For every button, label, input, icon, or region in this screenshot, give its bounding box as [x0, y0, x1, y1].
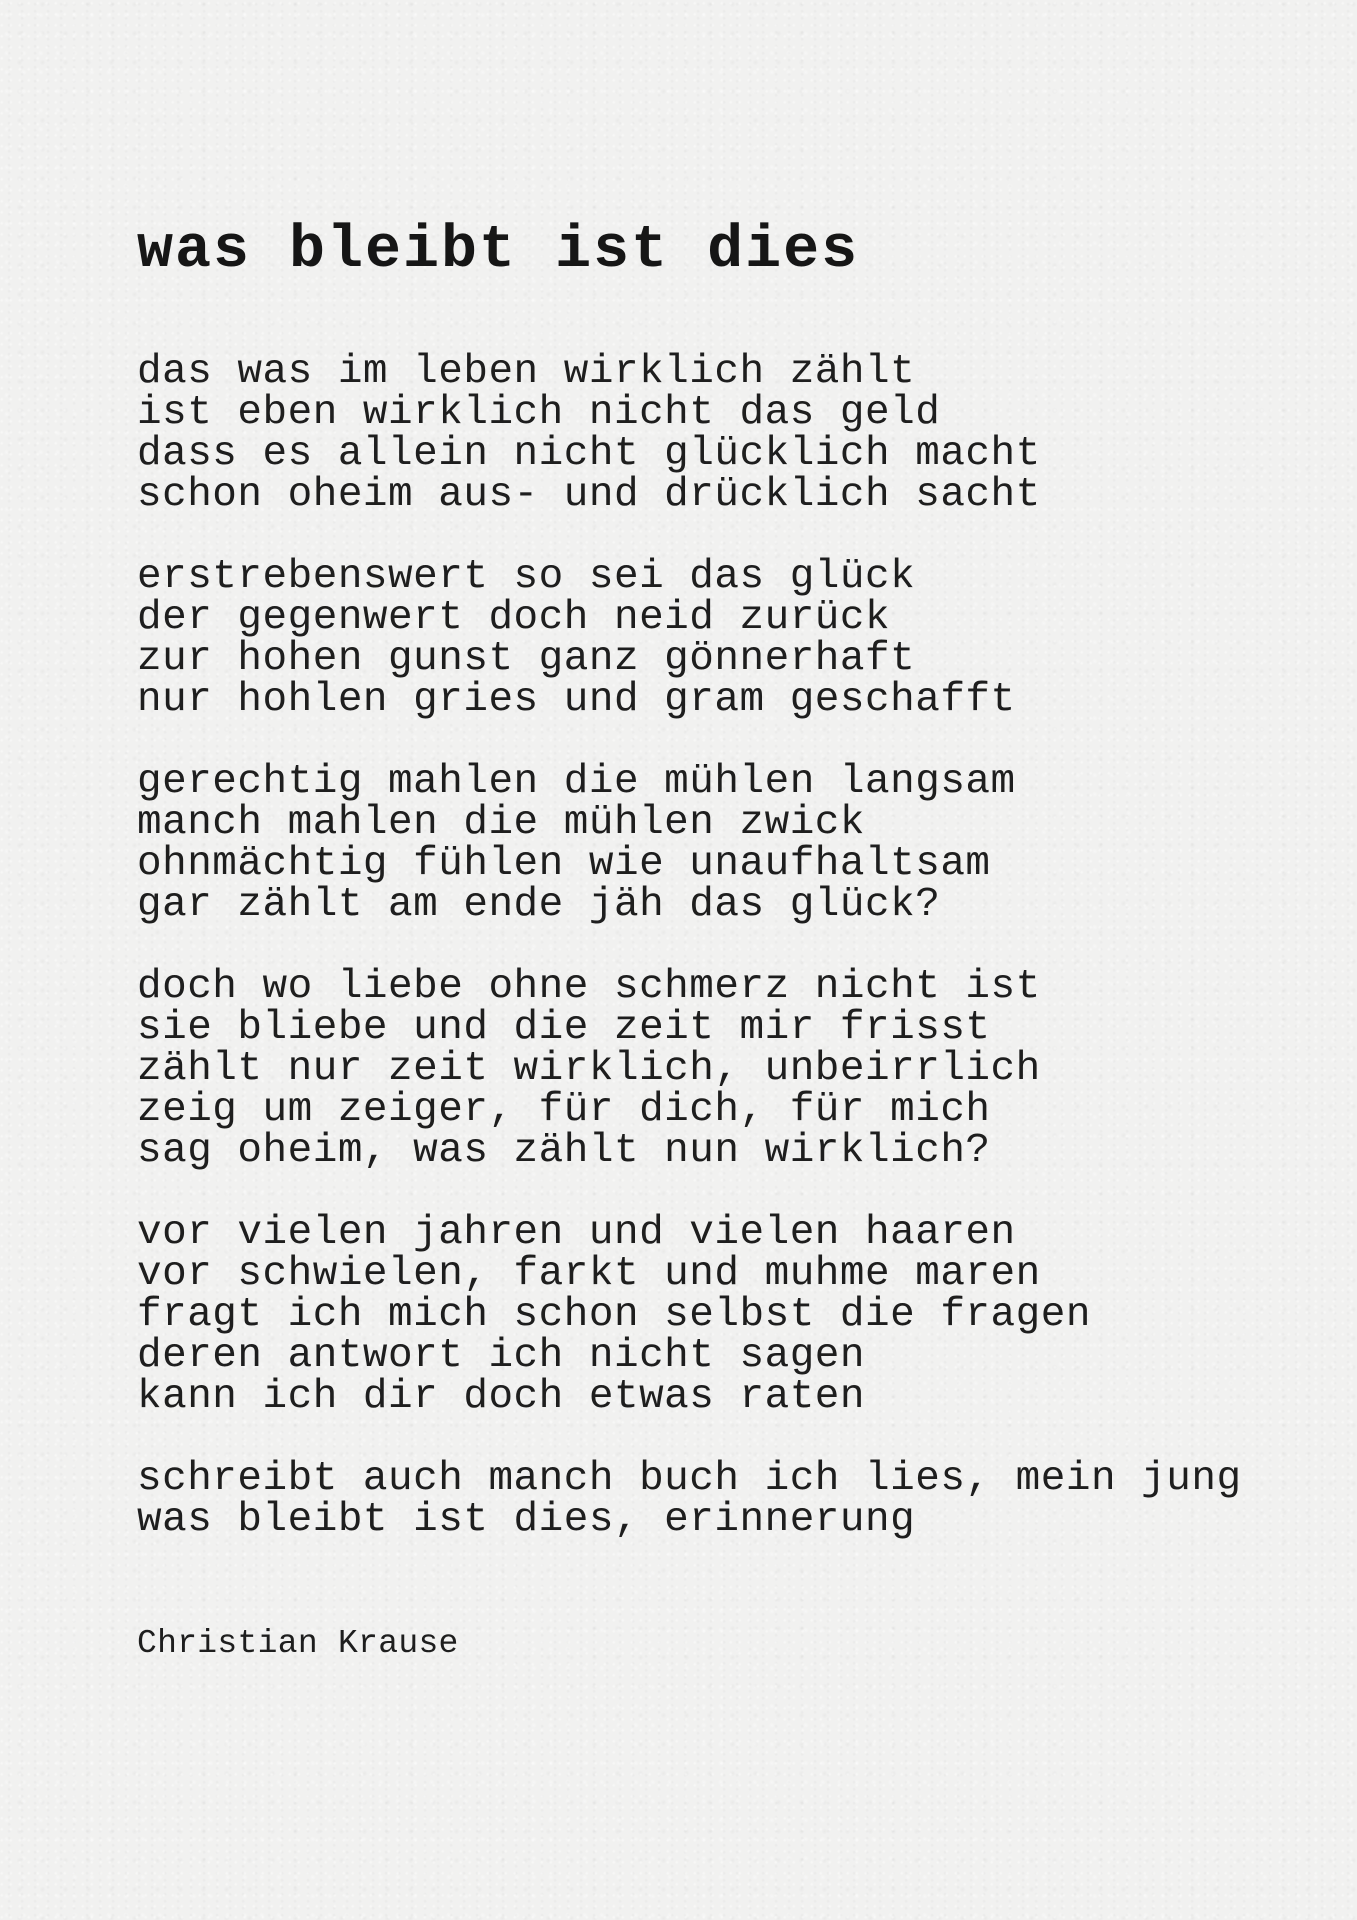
poem-body: [137, 349, 1337, 1582]
stanza-1: [137, 349, 1337, 518]
poem-line: zeig um zeiger, für dich, für mich: [137, 1087, 991, 1133]
poem-line: sag oheim, was zählt nun wirklich?: [137, 1128, 991, 1174]
stanza-2: [137, 554, 1337, 723]
poem-line: erstrebenswert so sei das glück: [137, 554, 916, 600]
poem-line: was bleibt ist dies, erinnerung: [137, 1497, 916, 1543]
poem-line: gerechtig mahlen die mühlen langsam: [137, 759, 1016, 805]
poem-line: nur hohlen gries und gram geschafft: [137, 677, 1016, 723]
poem-line: vor vielen jahren und vielen haaren: [137, 1210, 1016, 1256]
poem-line: das was im leben wirklich zählt: [137, 349, 916, 395]
poem-line: fragt ich mich schon selbst die fragen: [137, 1292, 1091, 1338]
poem-line: deren antwort ich nicht sagen: [137, 1333, 866, 1379]
poem-line: zählt nur zeit wirklich, unbeirrlich: [137, 1046, 1041, 1092]
poem-line: kann ich dir doch etwas raten: [137, 1374, 866, 1420]
poem-line: sie bliebe und die zeit mir frisst: [137, 1005, 991, 1051]
poem-line: ist eben wirklich nicht das geld: [137, 390, 941, 436]
poem-line: ohnmächtig fühlen wie unaufhaltsam: [137, 841, 991, 887]
stanza-3: [137, 759, 1337, 928]
poem-line: schreibt auch manch buch ich lies, mein jung: [137, 1456, 1242, 1502]
poem-line: der gegenwert doch neid zurück: [137, 595, 891, 641]
poem-line: gar zählt am ende jäh das glück?: [137, 882, 941, 928]
poem-line: doch wo liebe ohne schmerz nicht ist: [137, 964, 1041, 1010]
poem-line: manch mahlen die mühlen zwick: [137, 800, 866, 846]
poem-line: schon oheim aus- und drücklich sacht: [137, 472, 1041, 518]
poem-line: dass es allein nicht glücklich macht: [137, 431, 1041, 477]
stanza-6: [137, 1456, 1337, 1543]
stanza-5: [137, 1210, 1337, 1420]
author-name: Christian Krause: [137, 1625, 459, 1662]
poem-title: was bleibt ist dies: [137, 217, 860, 285]
poem-line: zur hohen gunst ganz gönnerhaft: [137, 636, 916, 682]
poem-line: vor schwielen, farkt und muhme maren: [137, 1251, 1041, 1297]
stanza-4: [137, 964, 1337, 1174]
